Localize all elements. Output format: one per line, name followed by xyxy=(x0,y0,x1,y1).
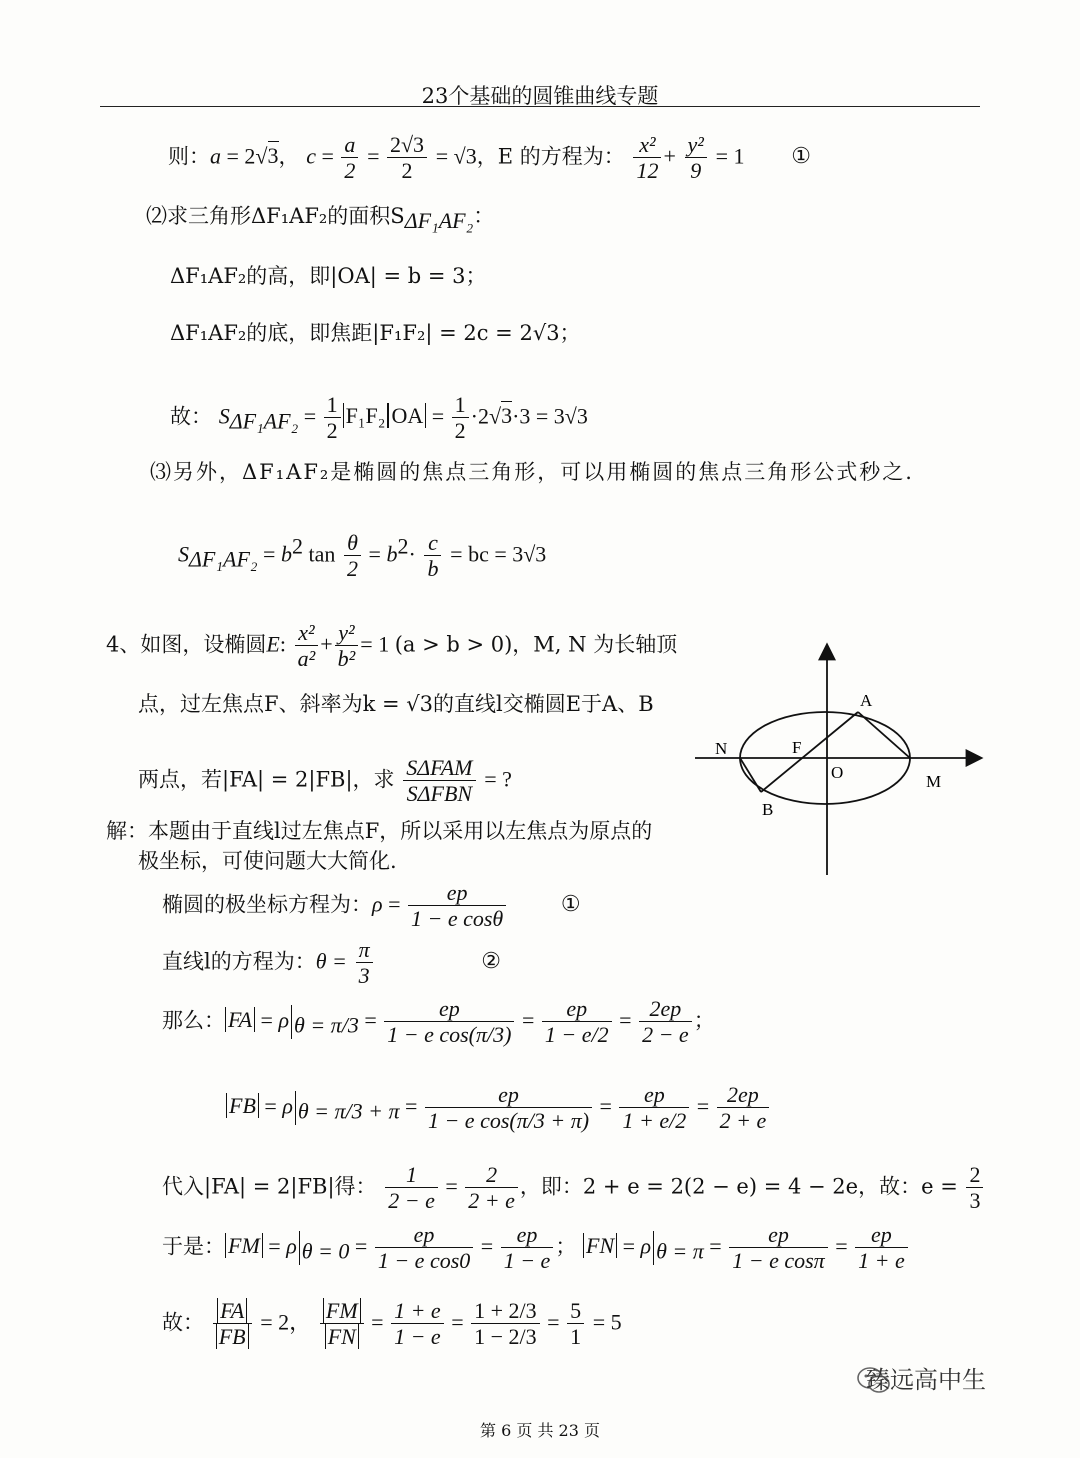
line-label: 直线l的方程为： xyxy=(162,949,316,974)
substitution-line: 代入|FA| = 2|FB|得： $\frac{1}{2 - e}$ = $\frac{2}{2 + e}$ ，即：2 + e = 2(2 − e) = 4 − 2e，故：e = $\frac{2}{3}$ xyxy=(162,1162,985,1214)
watermark-text: 臻远高中生 xyxy=(866,1366,986,1394)
c-result: = √3 xyxy=(435,143,477,169)
label-M: M xyxy=(926,772,942,791)
polar-mark: ① xyxy=(560,892,581,918)
header-rule xyxy=(100,106,980,107)
focal-chord xyxy=(761,712,858,792)
problem4-line1: 4、如图，设椭圆E: $\frac{\text{x²}}{\text{a²}}$ + $\frac{\text{y²}}{\text{b²}}$ = 1 (a > b > 0)，M, N 为长轴顶 xyxy=(106,620,678,672)
final-line: 故： $\frac{FA}{FB}$ = 2， $\frac{FM}{FN}$ = $\frac{1 + e}{1 - e}$ = $\frac{1 + 2/3}{1 - 2/3}$ = $\frac{5}{1}$ = 5 xyxy=(162,1298,622,1350)
c-frac1-num: a xyxy=(341,132,358,158)
eq-y-den: 9 xyxy=(690,158,702,184)
fm-fn-line: 于是： FM = ρ $_{\theta = 0}$ = $\frac{ep}{\text{1 − e cos0}}$ = $\frac{ep}{1 - e}$ ； FN = ρ $_{\theta = \pi}$ = $\frac{ep}{\text{1 − e cosπ}}$ = $\frac{ep}{1 + e}$ xyxy=(162,1222,910,1274)
fb-derivation: FB = ρ $_{\theta = \pi/3 + \pi}$ = $\frac{ep}{\text{1 − e cos(π/3 + π)}}$ = $\frac{ep}{1 + e/2}$ = $\frac{2ep}{2 + e}$ xyxy=(226,1082,771,1134)
sub-label: 代入|FA| = 2|FB|得： xyxy=(162,1174,377,1199)
final-eq2: = 2， xyxy=(260,1309,312,1335)
area-prefix: 故： xyxy=(170,404,212,429)
label-B: B xyxy=(762,800,774,819)
part2-title xyxy=(146,206,494,232)
sub-mid: ，即：2 + e = 2(2 − e) = 4 − 2e，故：e = xyxy=(519,1174,958,1199)
p4-ratio-den: SΔFBN xyxy=(406,781,473,807)
p4-line1-a: 4、如图，设椭圆 xyxy=(106,632,267,657)
sub-e-den: 3 xyxy=(969,1188,981,1214)
problem4-line3 xyxy=(138,755,512,807)
sub-e-num: 2 xyxy=(966,1162,983,1188)
part2-area: 故： $S_{\Delta F_1AF_2}$ = $\frac{1}{2}$ F₁F₂ OA = $\frac{1}{2}$ ·2√3·3 = 3√3 xyxy=(170,392,588,444)
part1-line: 则：a = 2√3， c = $\frac{a}{2}$ = $\frac{2√3}{2}$ = √3，E 的方程为： $\frac{\text{x²}}{12}$ + $\frac{\text{y²}}{9}$ = 1 ① xyxy=(168,132,811,184)
e-text: ，E 的方程为： xyxy=(476,144,625,169)
eq-x-den: 12 xyxy=(636,158,659,184)
line-den: 3 xyxy=(358,963,370,989)
line-BN xyxy=(740,758,761,792)
polar-label: 椭圆的极坐标方程为： xyxy=(162,892,372,917)
ellipse-figure xyxy=(690,640,990,880)
line-mark: ② xyxy=(481,949,502,975)
line-AM xyxy=(858,712,910,758)
part1-prefix: 则： xyxy=(168,144,210,169)
label-A: A xyxy=(860,691,873,710)
part2-title-text: ⑵求三角形ΔF₁AF₂的面积S xyxy=(146,204,405,228)
part3-formula: $S_{\Delta F_1AF_2} = b^2$ tan $\frac{\theta}{2}$ = $b^2\cdot$ $\frac{c}{b}$ = bc = 3√3 xyxy=(178,530,547,582)
part2-title-sub: ΔF₁AF₂ xyxy=(404,208,474,234)
p4-line3-a: 两点，若|FA| = 2|FB|，求 xyxy=(138,767,395,792)
part3-result: = bc = 3√3 xyxy=(450,541,547,567)
c-frac2-num: 2√3 xyxy=(387,132,427,158)
area-result: = 3√3 xyxy=(535,403,588,429)
page-header: 23个基础的圆锥曲线专题 xyxy=(421,84,659,108)
page-footer: 第 6 页 共 23 页 xyxy=(480,1421,600,1440)
label-O: O xyxy=(831,763,844,782)
eq-rhs: = 1 xyxy=(715,143,745,169)
line-num: π xyxy=(356,937,373,963)
c-frac2-den: 2 xyxy=(401,158,413,184)
then-label: 那么： xyxy=(162,1008,225,1033)
p4-line3-b: = ? xyxy=(484,766,512,792)
solution-intro1: 解：本题由于直线l过左焦点F，所以采用以左焦点为原点的 xyxy=(106,819,653,843)
part2-title-end: ： xyxy=(473,204,495,228)
p4-line1-b: (a > b > 0)，M, N 为长轴顶 xyxy=(394,632,678,657)
polar-num: ep xyxy=(408,880,506,906)
label-F: F xyxy=(792,738,802,757)
p4-ratio-num: SΔFAM xyxy=(403,755,475,781)
polar-den: 1 − e cosθ xyxy=(410,906,504,932)
polar-equation: 椭圆的极坐标方程为：ρ = $\frac{ep}{\text{1 − e cosθ}}$ ① xyxy=(162,880,581,932)
final-prefix: 故： xyxy=(162,1310,204,1335)
eq-y-num: y² xyxy=(685,132,707,158)
yushi-label: 于是： xyxy=(162,1234,225,1259)
label-N: N xyxy=(715,739,728,758)
part2-height: ΔF₁AF₂的高，即|OA| = b = 3； xyxy=(170,264,487,288)
part2-base: ΔF₁AF₂的底，即焦距|F₁F₂| = 2c = 2√3； xyxy=(170,321,581,345)
final-result: = 5 xyxy=(592,1309,622,1335)
line-equation xyxy=(162,937,501,989)
problem4-line2: 点，过左焦点F、斜率为k = √3的直线l交椭圆E于A、B xyxy=(138,692,654,716)
part3-text: ⑶另外，ΔF₁AF₂是椭圆的焦点三角形，可以用椭圆的焦点三角形公式秒之. xyxy=(150,460,914,484)
eq-x-num: x² xyxy=(633,132,661,158)
c-frac1-den: 2 xyxy=(344,158,356,184)
solution-intro2: 极坐标，可使问题大大简化. xyxy=(138,849,397,873)
fa-derivation: 那么： FA = ρ $_{\theta = \pi/3}$ = $\frac{ep}{\text{1 − e cos(π/3)}}$ = $\frac{ep}{1 - e/2}$ = $\frac{2ep}{2 - e}$ ； xyxy=(162,996,715,1048)
line-eq: θ = xyxy=(315,948,347,974)
eq-mark-1: ① xyxy=(791,144,811,170)
